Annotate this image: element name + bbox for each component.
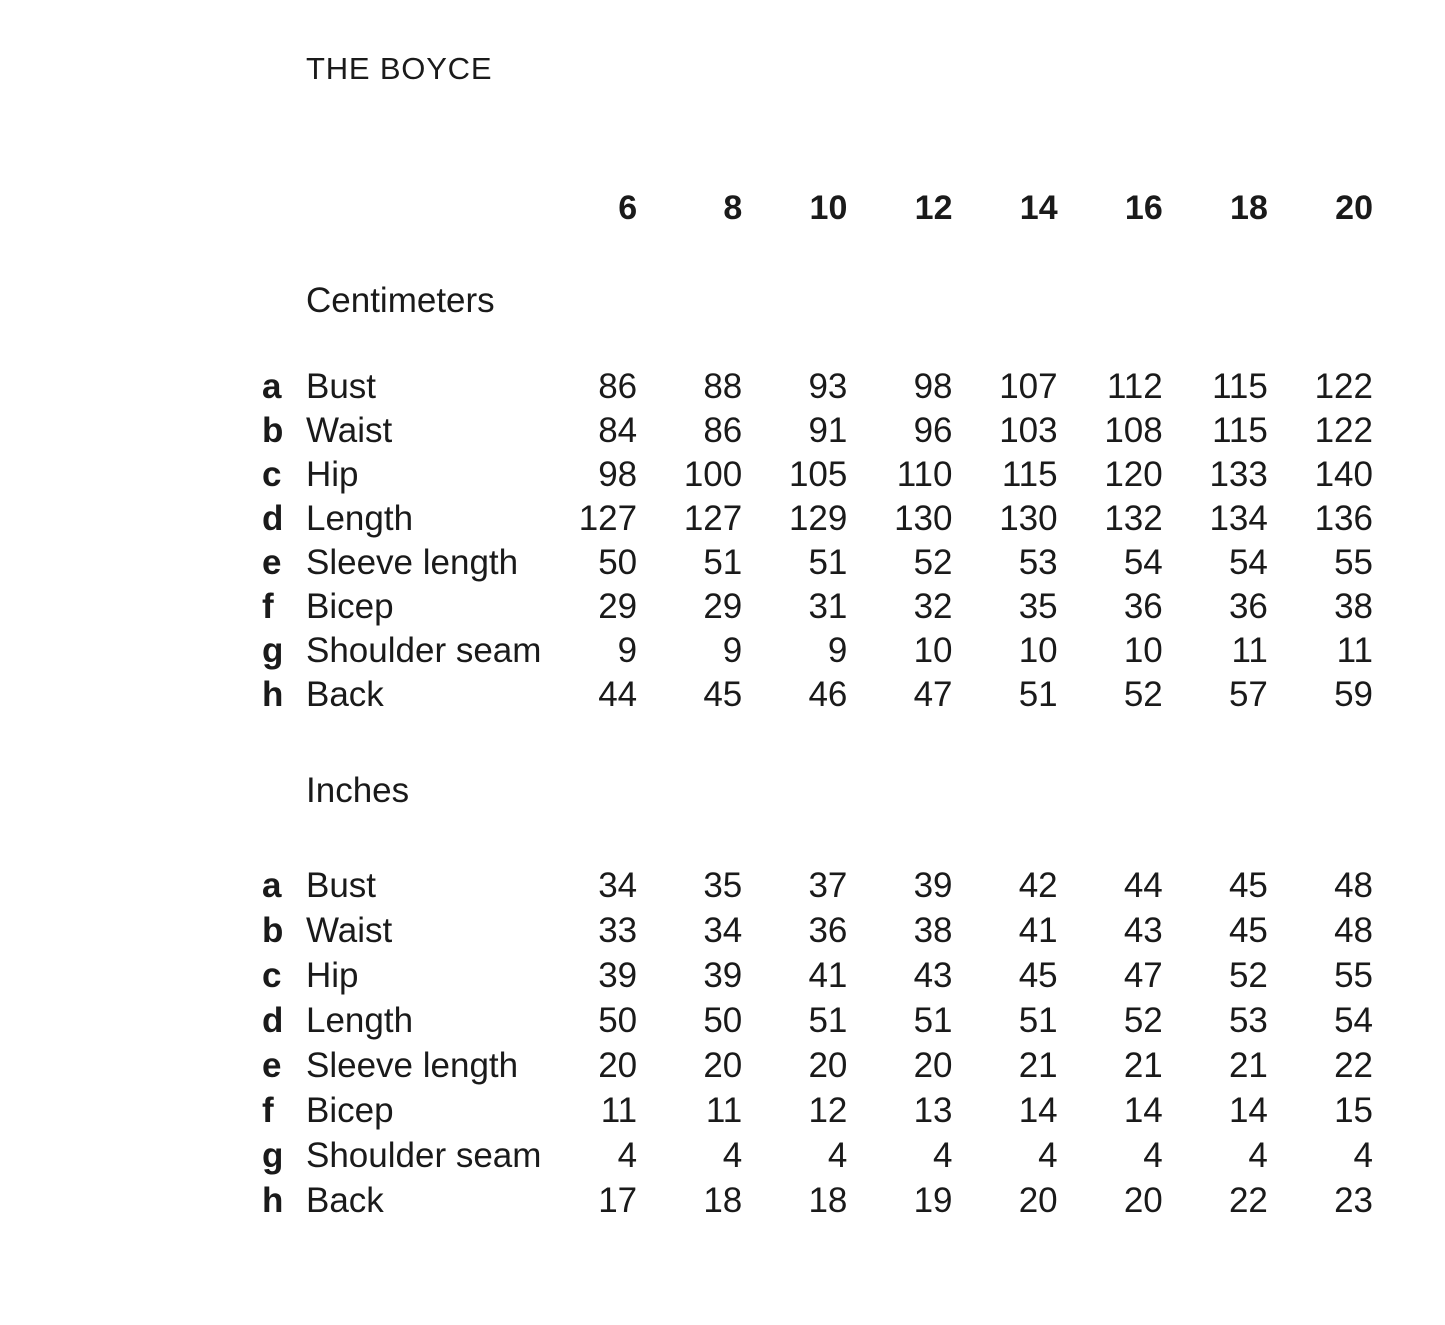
size-value: 133 xyxy=(1209,455,1268,494)
row-label: Shoulder seam xyxy=(306,631,542,670)
size-value: 4 xyxy=(1248,1136,1268,1175)
size-value: 50 xyxy=(703,1001,743,1040)
row-label: Back xyxy=(306,675,384,714)
size-value: 41 xyxy=(808,956,848,995)
size-value: 22 xyxy=(1228,1181,1268,1220)
size-value: 31 xyxy=(808,587,848,626)
row-label: Back xyxy=(306,1181,384,1220)
size-value: 42 xyxy=(1018,866,1058,905)
size-value: 130 xyxy=(999,499,1058,538)
size-value: 34 xyxy=(598,866,638,905)
size-value: 47 xyxy=(1123,956,1163,995)
size-value: 15 xyxy=(1334,1091,1373,1130)
row-letter: c xyxy=(262,956,282,995)
row-letter: b xyxy=(262,411,284,450)
header-spacer-letter xyxy=(262,186,306,230)
size-value: 110 xyxy=(896,455,953,494)
size-value: 33 xyxy=(598,911,638,950)
size-value: 10 xyxy=(1018,631,1058,670)
size-value: 55 xyxy=(1334,543,1373,582)
size-value: 134 xyxy=(1209,499,1268,538)
row-label: Bust xyxy=(306,866,377,905)
size-value: 105 xyxy=(788,455,848,494)
size-value: 44 xyxy=(1123,866,1163,905)
size-value: 32 xyxy=(913,587,953,626)
size-value: 54 xyxy=(1123,543,1163,582)
section-label-inches: Inches xyxy=(306,771,410,810)
size-value: 21 xyxy=(1018,1046,1058,1085)
size-value: 96 xyxy=(913,411,953,450)
section-label-centimeters: Centimeters xyxy=(306,281,495,320)
size-value: 122 xyxy=(1314,411,1373,450)
size-value: 10 xyxy=(913,631,953,670)
size-value: 4 xyxy=(1353,1136,1373,1175)
row-label: Hip xyxy=(306,455,359,494)
size-value: 23 xyxy=(1334,1181,1373,1220)
size-value: 108 xyxy=(1104,411,1163,450)
size-value: 54 xyxy=(1334,1001,1373,1040)
size-value: 4 xyxy=(1143,1136,1163,1175)
size-value: 44 xyxy=(598,675,638,714)
size-value: 29 xyxy=(703,587,743,626)
row-letter: c xyxy=(262,455,282,494)
size-value: 51 xyxy=(1018,1001,1058,1040)
row-label: Sleeve length xyxy=(306,1046,519,1085)
size-value: 36 xyxy=(1123,587,1163,626)
size-value: 4 xyxy=(827,1136,848,1175)
size-value: 19 xyxy=(913,1181,953,1220)
row-label: Sleeve length xyxy=(306,543,519,582)
size-column-header: 6 xyxy=(618,189,638,227)
size-value: 37 xyxy=(808,866,848,905)
size-value: 43 xyxy=(913,956,953,995)
row-letter: b xyxy=(262,911,284,950)
row-letter: f xyxy=(262,587,274,626)
row-label: Length xyxy=(306,499,414,538)
size-value: 51 xyxy=(808,543,848,582)
size-value: 21 xyxy=(1123,1046,1163,1085)
row-letter: e xyxy=(262,1046,282,1085)
size-value: 52 xyxy=(1228,956,1268,995)
row-letter: h xyxy=(262,1181,284,1220)
size-value: 51 xyxy=(808,1001,848,1040)
size-column-header: 8 xyxy=(723,189,743,227)
size-value: 29 xyxy=(598,587,638,626)
size-value: 4 xyxy=(933,1136,953,1175)
size-value: 127 xyxy=(683,499,743,538)
size-value: 53 xyxy=(1018,543,1058,582)
size-column-header: 14 xyxy=(1019,189,1058,227)
size-value: 115 xyxy=(1212,367,1268,406)
size-column-header: 20 xyxy=(1335,189,1373,227)
size-value: 98 xyxy=(913,367,953,406)
size-value: 59 xyxy=(1334,675,1373,714)
size-value: 86 xyxy=(598,367,638,406)
row-letter: d xyxy=(262,1001,284,1040)
row-label: Waist xyxy=(306,911,393,950)
size-value: 132 xyxy=(1104,499,1163,538)
size-value: 20 xyxy=(1123,1181,1163,1220)
size-value: 103 xyxy=(999,411,1058,450)
row-letter: f xyxy=(262,1091,274,1130)
size-value: 122 xyxy=(1314,367,1373,406)
size-value: 115 xyxy=(1001,455,1058,494)
row-letter: d xyxy=(262,499,284,538)
row-label: Shoulder seam xyxy=(306,1136,542,1175)
size-value: 52 xyxy=(1123,675,1163,714)
size-value: 14 xyxy=(1228,1091,1268,1130)
size-value: 39 xyxy=(703,956,743,995)
size-column-header: 16 xyxy=(1124,189,1163,227)
size-value: 115 xyxy=(1212,411,1268,450)
size-value: 100 xyxy=(683,455,743,494)
size-value: 4 xyxy=(1038,1136,1058,1175)
size-value: 18 xyxy=(808,1181,848,1220)
size-value: 20 xyxy=(1018,1181,1058,1220)
row-label: Waist xyxy=(306,411,393,450)
size-value: 129 xyxy=(788,499,848,538)
size-value: 48 xyxy=(1334,911,1373,950)
size-value: 52 xyxy=(1123,1001,1163,1040)
size-value: 53 xyxy=(1228,1001,1268,1040)
size-value: 11 xyxy=(1231,631,1268,670)
size-column-header: 12 xyxy=(914,189,953,227)
size-value: 20 xyxy=(703,1046,743,1085)
size-value: 88 xyxy=(703,367,743,406)
size-value: 107 xyxy=(999,367,1058,406)
size-value: 39 xyxy=(598,956,638,995)
inches-table xyxy=(262,863,1373,1223)
size-value: 45 xyxy=(1228,866,1268,905)
size-value: 36 xyxy=(1228,587,1268,626)
size-value: 18 xyxy=(703,1181,743,1220)
size-value: 22 xyxy=(1334,1046,1373,1085)
size-value: 84 xyxy=(598,411,638,450)
size-value: 12 xyxy=(808,1091,848,1130)
row-label: Bicep xyxy=(306,1091,394,1130)
size-value: 48 xyxy=(1334,866,1373,905)
size-value: 127 xyxy=(578,499,638,538)
size-value: 9 xyxy=(722,631,743,670)
size-value: 45 xyxy=(1228,911,1268,950)
size-header-row xyxy=(262,186,1373,230)
size-value: 20 xyxy=(808,1046,848,1085)
size-value: 34 xyxy=(703,911,743,950)
row-letter: g xyxy=(262,1136,284,1175)
size-value: 4 xyxy=(617,1136,638,1175)
row-letter: e xyxy=(262,543,282,582)
size-value: 39 xyxy=(913,866,953,905)
row-letter: h xyxy=(262,675,284,714)
size-value: 54 xyxy=(1228,543,1268,582)
size-value: 50 xyxy=(598,1001,638,1040)
size-value: 9 xyxy=(827,631,848,670)
row-label: Hip xyxy=(306,956,359,995)
size-value: 38 xyxy=(913,911,953,950)
size-value: 11 xyxy=(705,1091,743,1130)
size-value: 45 xyxy=(1018,956,1058,995)
size-value: 130 xyxy=(894,499,953,538)
size-value: 136 xyxy=(1314,499,1373,538)
size-value: 51 xyxy=(913,1001,953,1040)
row-letter: a xyxy=(262,866,282,905)
size-value: 57 xyxy=(1228,675,1268,714)
size-value: 55 xyxy=(1334,956,1373,995)
size-value: 41 xyxy=(1018,911,1058,950)
size-value: 36 xyxy=(808,911,848,950)
size-value: 14 xyxy=(1123,1091,1163,1130)
size-value: 9 xyxy=(617,631,638,670)
size-value: 52 xyxy=(913,543,953,582)
row-label: Length xyxy=(306,1001,414,1040)
size-value: 112 xyxy=(1106,367,1163,406)
size-value: 21 xyxy=(1228,1046,1268,1085)
size-value: 50 xyxy=(598,543,638,582)
size-value: 13 xyxy=(913,1091,953,1130)
size-value: 35 xyxy=(703,866,743,905)
row-letter: a xyxy=(262,367,282,406)
size-value: 4 xyxy=(722,1136,743,1175)
size-value: 17 xyxy=(598,1181,638,1220)
size-value: 45 xyxy=(703,675,743,714)
row-letter: g xyxy=(262,631,284,670)
size-value: 51 xyxy=(1018,675,1058,714)
size-value: 38 xyxy=(1334,587,1373,626)
size-value: 10 xyxy=(1123,631,1163,670)
size-value: 11 xyxy=(1336,631,1373,670)
row-label: Bicep xyxy=(306,587,394,626)
size-column-header: 18 xyxy=(1230,189,1268,227)
size-column-header: 10 xyxy=(809,189,848,227)
size-value: 35 xyxy=(1018,587,1058,626)
header-spacer-label xyxy=(306,186,532,230)
size-value: 51 xyxy=(703,543,743,582)
size-value: 93 xyxy=(808,367,848,406)
size-value: 140 xyxy=(1314,455,1373,494)
size-value: 11 xyxy=(600,1091,638,1130)
size-value: 43 xyxy=(1123,911,1163,950)
size-value: 20 xyxy=(913,1046,953,1085)
size-value: 14 xyxy=(1018,1091,1058,1130)
size-value: 46 xyxy=(808,675,848,714)
size-value: 86 xyxy=(703,411,743,450)
size-value: 47 xyxy=(913,675,953,714)
size-value: 91 xyxy=(808,411,848,450)
row-label: Bust xyxy=(306,367,377,406)
size-value: 98 xyxy=(598,455,638,494)
size-value: 120 xyxy=(1104,455,1163,494)
size-value: 20 xyxy=(598,1046,638,1085)
centimeters-table xyxy=(262,365,1373,717)
page-title: THE BOYCE xyxy=(306,51,493,86)
